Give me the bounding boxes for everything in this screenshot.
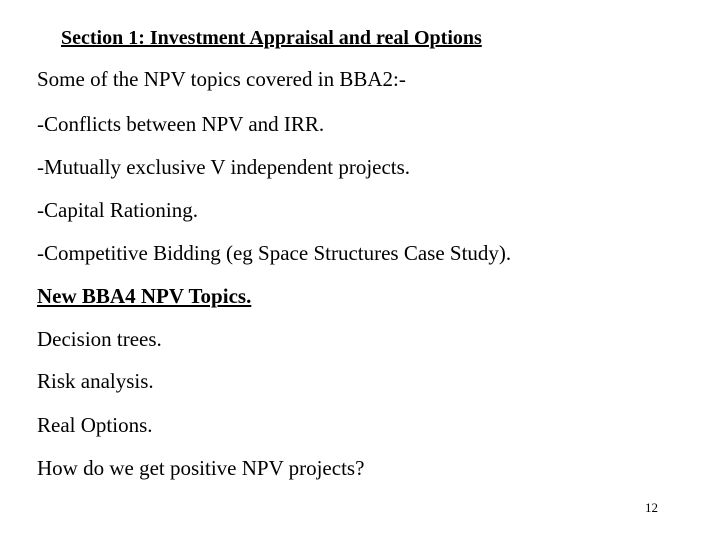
bba2-topic-item: -Mutually exclusive V independent projects. — [37, 155, 411, 179]
page-number: 12 — [645, 500, 658, 515]
intro-text: Some of the NPV topics covered in BBA2:- — [37, 67, 406, 91]
new-topics-heading: New BBA4 NPV Topics. — [37, 284, 252, 308]
new-topic-item: Decision trees. — [37, 327, 162, 351]
slide-title: Section 1: Investment Appraisal and real Options — [61, 27, 482, 49]
new-topic-item: Risk analysis. — [37, 369, 154, 393]
bba2-topic-item: -Competitive Bidding (eg Space Structures Case Study). — [37, 241, 512, 265]
closing-question: How do we get positive NPV projects? — [37, 456, 365, 480]
bba2-topic-item: -Conflicts between NPV and IRR. — [37, 112, 325, 136]
bba2-topic-item: -Capital Rationing. — [37, 198, 198, 222]
new-topic-item: Real Options. — [37, 413, 153, 437]
